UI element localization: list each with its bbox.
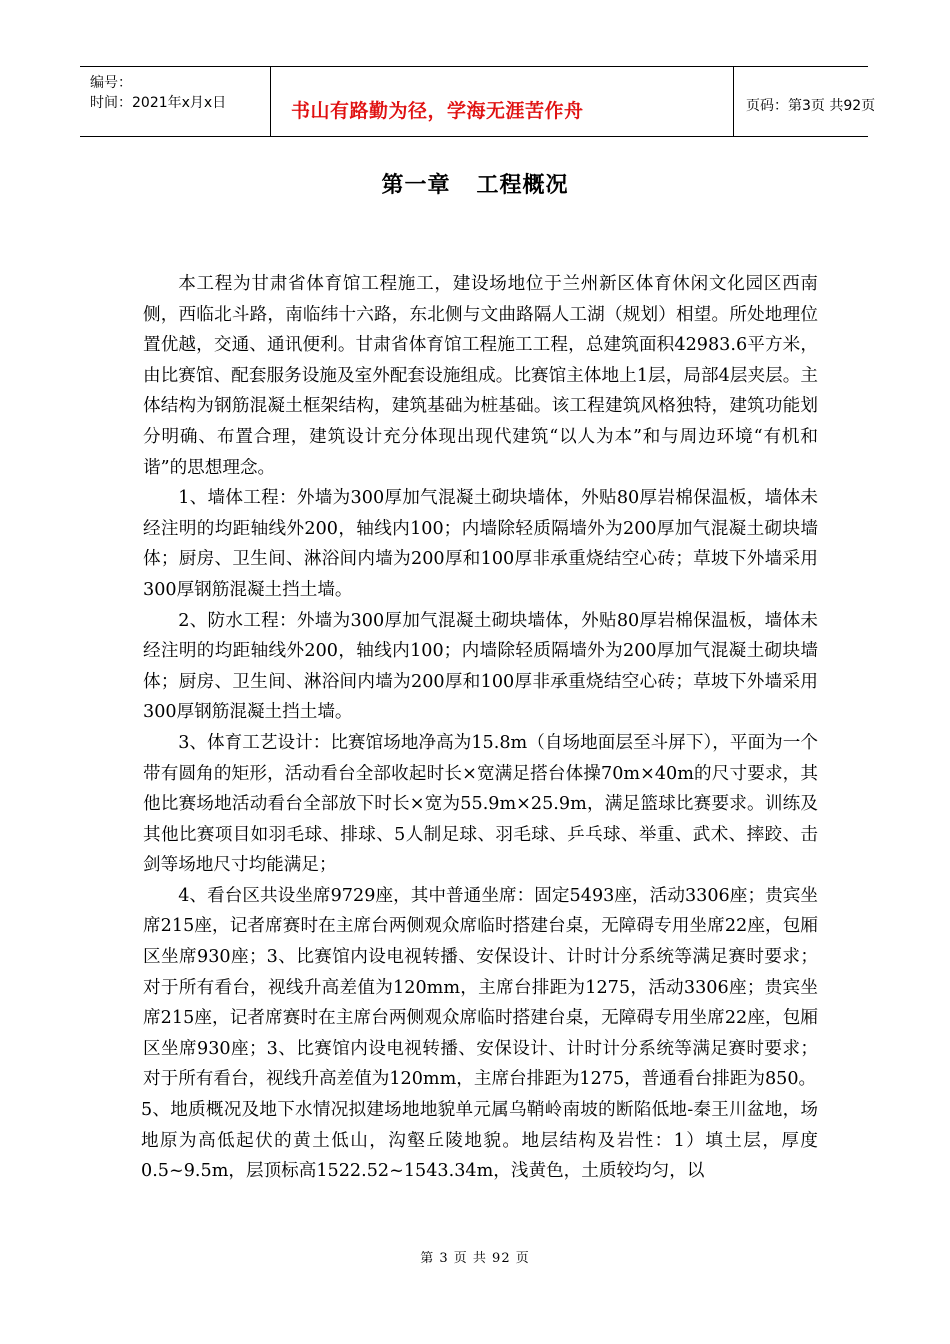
header-page-cell	[734, 67, 876, 136]
chapter-number: 第一章	[381, 173, 451, 198]
document-date-label: 时间：2021年x月x日	[90, 95, 227, 111]
header-motto-cell	[271, 67, 734, 136]
paragraph-sports-design: 3、体育工艺设计：比赛馆场地净高为15.8m（自场地面层至斗屏下），平面为一个带有圆角的矩形，活动看台全部收起时长×宽满足搭台体操70m×40m的尺寸要求，其他比赛场地活动看台全部放下时长×宽为55.9m×25.9m，满足篮球比赛要求。训练及其他比赛项目如羽毛球、排球、5人制足球、羽毛球、乒乓球、举重、武术、摔跤、击剑等场地尺寸均能满足；	[143, 732, 818, 876]
paragraph-seating: 4、看台区共设坐席9729座，其中普通坐席：固定5493座，活动3306座；贵宾坐席215座，记者席赛时在主席台两侧观众席临时搭建台桌，无障碍专用坐席22座，包厢区坐席930座；3、比赛馆内设电视转播、安保设计、计时计分系统等满足赛时要求；对于所有看台，视线升高差值为120mm，主席台排距为1275，活动3306座；贵宾坐席215座，记者席赛时在主席台两侧观众席临时搭建台桌，无障碍专用坐席22座，包厢区坐席930座；3、比赛馆内设电视转播、安保设计、计时计分系统等满足赛时要求；对于所有看台，视线升高差值为120mm，主席台排距为1275，普通看台排距为850。	[143, 885, 818, 1090]
page-header	[80, 66, 876, 137]
document-number-label: 编号：	[90, 75, 132, 91]
header-meta-cell	[80, 67, 271, 136]
paragraph-waterproof-works: 2、防水工程：外墙为300厚加气混凝土砌块墙体，外贴80厚岩棉保温板，墙体未经注明的均距轴线外200，轴线内100；内墙除轻质隔墙外为200厚加气混凝土砌块墙体；厨房、卫生间、淋浴间内墙为200厚和100厚非承重烧结空心砖；草坡下外墙采用300厚钢筋混凝土挡土墙。	[143, 610, 818, 723]
document-body	[143, 269, 818, 1187]
header-motto: 书山有路勤为径，学海无涯苦作舟	[291, 100, 584, 122]
header-page-info: 页码：第3页 共92页	[746, 98, 876, 114]
paragraph-wall-works: 1、墙体工程：外墙为300厚加气混凝土砌块墙体，外贴80厚岩棉保温板，墙体未经注明的均距轴线外200，轴线内100；内墙除轻质隔墙外为200厚加气混凝土砌块墙体；厨房、卫生间、淋浴间内墙为200厚和100厚非承重烧结空心砖；草坡下外墙采用300厚钢筋混凝土挡土墙。	[143, 488, 818, 600]
paragraph-geology: 5、地质概况及地下水情况拟建场地地貌单元属乌鞘岭南坡的断陷低地-秦王川盆地，场地原为高低起伏的黄土低山，沟壑丘陵地貌。地层结构及岩性：1）填土层，厚度0.5~9.5m，层顶标高1522.52~1543.34m，浅黄色，土质较均匀，以	[141, 1100, 818, 1182]
page-footer: 第 3 页 共 92 页	[420, 1251, 530, 1266]
chapter-name: 工程概况	[476, 173, 569, 198]
paragraph-overview: 本工程为甘肃省体育馆工程施工，建设场地位于兰州新区体育休闲文化园区西南侧，西临北斗路，南临纬十六路，东北侧与文曲路隔人工湖（规划）相望。所处地理位置优越，交通、通讯便利。甘肃省体育馆工程施工工程，总建筑面积42983.6平方米，由比赛馆、配套服务设施及室外配套设施组成。比赛馆主体地上1层，局部4层夹层。主体结构为钢筋混凝土框架结构，建筑基础为桩基础。该工程建筑风格独特，建筑功能划分明确、布置合理，建筑设计充分体现出现代建筑“以人为本”和与周边环境“有机和谐”的思想理念。	[143, 274, 818, 478]
chapter-title	[0, 168, 950, 199]
